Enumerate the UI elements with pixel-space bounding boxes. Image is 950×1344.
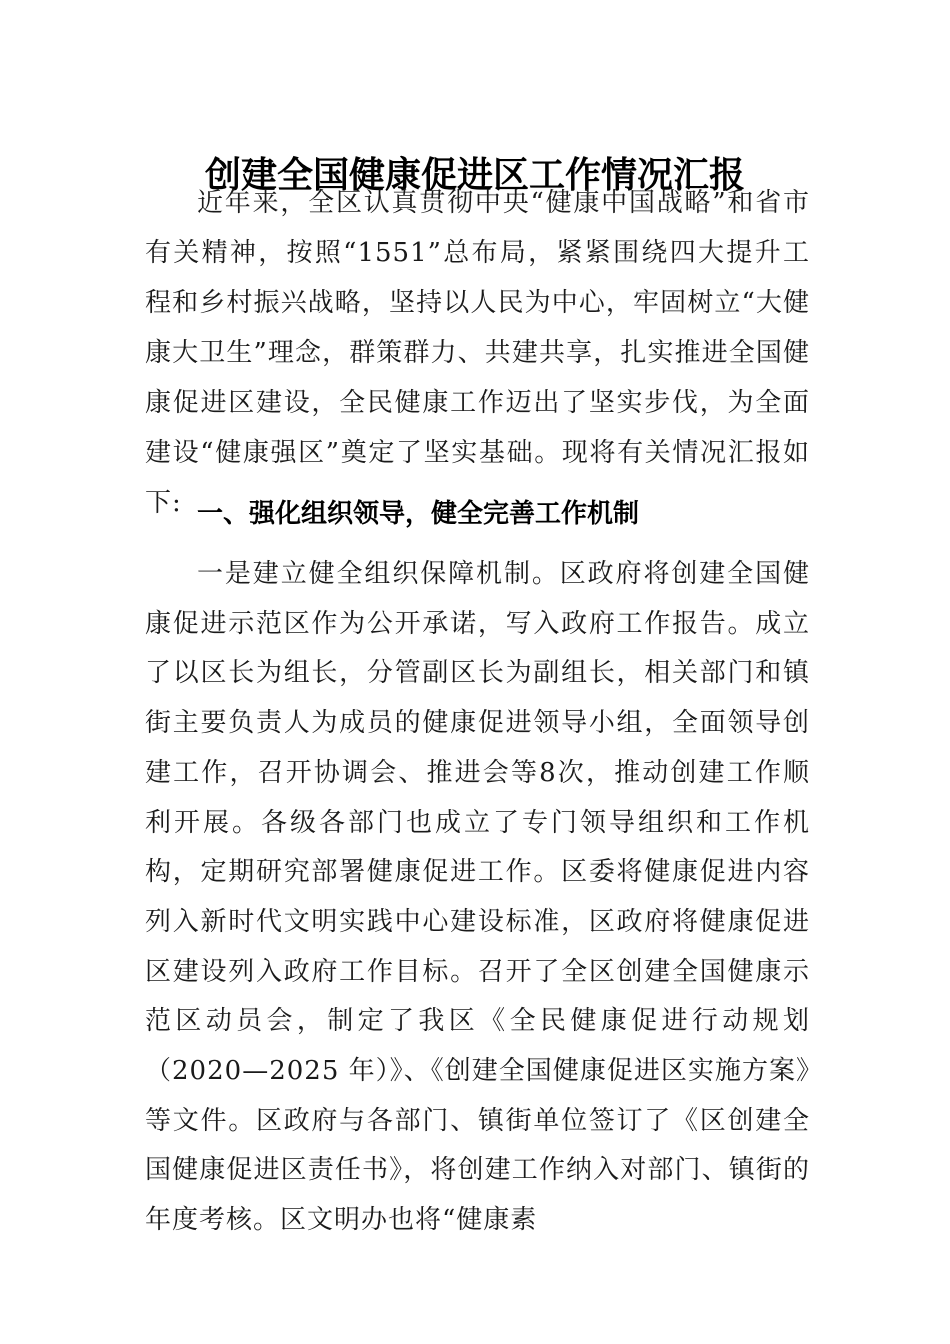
- intro-paragraph: 近年来，全区认真贯彻中央“健康中国战略”和省市有关精神，按照“1551”总布局，紧紧围绕四大提升工程和乡村振兴战略，坚持以人民为中心，牢固树立“大健康大卫生”理念，群策群力、共建共享，扎实推进全国健康促进区建设，全民健康工作迈出了坚实步伐，为全面建设“健康强区”奠定了坚实基础。现将有关情况汇报如下:: [145, 188, 810, 518]
- document-title: 创建全国健康促进区工作情况汇报: [204, 155, 745, 197]
- section-heading: 一、强化组织领导，健全完善工作机制: [197, 499, 640, 529]
- body-paragraph: 一是建立健全组织保障机制。区政府将创建全国健康促进示范区作为公开承诺，写入政府工作报告。成立了以区长为组长，分管副区长为副组长，相关部门和镇街主要负责人为成员的健康促进领导小组，全面领导创建工作，召开协调会、推进会等8次，推动创建工作顺利开展。各级各部门也成立了专门领导组织和工作机构，定期研究部署健康促进工作。区委将健康促进内容列入新时代文明实践中心建设标准，区政府将健康促进区建设列入政府工作目标。召开了全区创建全国健康示范区动员会，制定了我区《全民健康促进行动规划（2020—2025 年）》、《创建全国健康促进区实施方案》等文件。区政府与各部门、镇街单位签订了《区创建全国健康促进区责任书》，将创建工作纳入对部门、镇街的年度考核。区文明办也将“健康素: [145, 559, 810, 1236]
